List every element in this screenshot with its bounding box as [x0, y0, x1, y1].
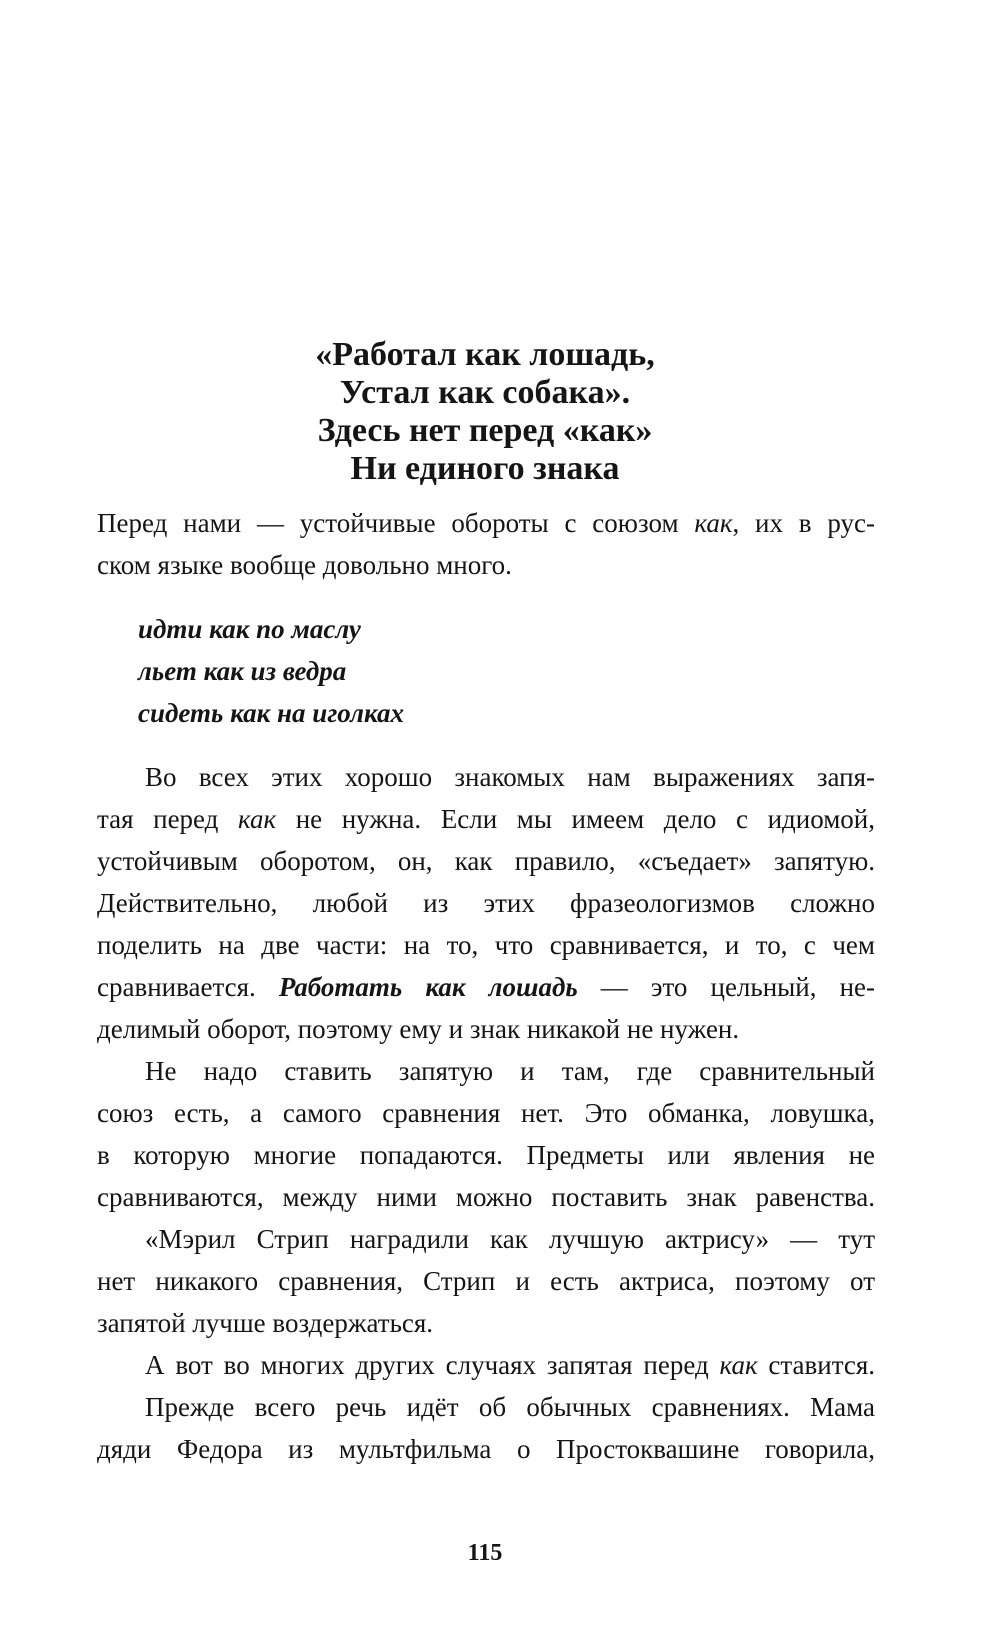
text-line: сравниваются, между ними можно поставить знак равенства. [97, 1182, 875, 1212]
text-line: устойчивым оборотом, он, как правило, «съедает» запятую. [97, 846, 875, 876]
text-line: Действительно, любой из этих фразеологизмов сложно [97, 888, 875, 918]
example-item: льет как из ведра [138, 656, 347, 686]
text-line: ском языке вообще довольно много. [97, 550, 512, 580]
body-text [97, 756, 875, 1470]
text-fragment: , их в рус- [732, 508, 875, 538]
text-line: делимый оборот, поэтому ему и знак никакой не нужен. [97, 1014, 740, 1044]
text-line: союз есть, а самого сравнения нет. Это обманка, ловушка, [97, 1098, 875, 1128]
text-line: дяди Федора из мультфильма о Простоквашине говорила, [97, 1434, 875, 1464]
text-fragment: ставится. [757, 1350, 876, 1380]
text-line: нет никакого сравнения, Стрип и есть актриса, поэтому от [97, 1266, 875, 1296]
example-item: идти как по маслу [138, 614, 361, 644]
emphasis-word: как [238, 804, 277, 834]
text-line [97, 502, 875, 544]
examples-list [138, 608, 404, 734]
page-number: 115 [467, 1540, 503, 1566]
intro-paragraph [97, 502, 875, 586]
text-line: «Мэрил Стрип наградили как лучшую актрису» — тут [145, 1224, 875, 1254]
text-line: запятой лучше воздержаться. [97, 1308, 434, 1338]
heading-line: Устал как собака». [339, 374, 631, 411]
emphasis-phrase: Работать как лошадь [278, 972, 578, 1002]
text-fragment: сравнивается. [97, 972, 279, 1002]
text-line: в которую многие попадаются. Предметы или явления не [97, 1140, 875, 1170]
text-fragment: тая перед [97, 804, 239, 834]
text-fragment: — это цельный, не- [577, 972, 876, 1002]
text-line: Во всех этих хорошо знакомых нам выражениях запя- [145, 762, 875, 792]
text-line: Не надо ставить запятую и там, где сравнительный [145, 1056, 875, 1086]
emphasis-word: как [719, 1350, 758, 1380]
text-fragment: Перед нами — устойчивые обороты с союзом [97, 508, 695, 538]
emphasis-word: как [694, 508, 733, 538]
text-line [97, 966, 875, 1008]
text-line [97, 798, 875, 840]
epigraph-heading [0, 336, 970, 488]
example-item: сидеть как на иголках [138, 698, 404, 728]
text-line: Прежде всего речь идёт об обычных сравнениях. Мама [145, 1392, 875, 1422]
text-fragment: не нужна. Если мы имеем дело с идиомой, [276, 804, 875, 834]
text-line: поделить на две части: на то, что сравнивается, и то, с чем [97, 930, 875, 960]
heading-line: Ни единого знака [350, 450, 620, 487]
heading-line: Здесь нет перед «как» [317, 412, 653, 449]
heading-line: «Работал как лошадь, [315, 336, 655, 373]
text-line [97, 1344, 875, 1386]
text-fragment: А вот во многих других случаях запятая перед [145, 1350, 720, 1380]
